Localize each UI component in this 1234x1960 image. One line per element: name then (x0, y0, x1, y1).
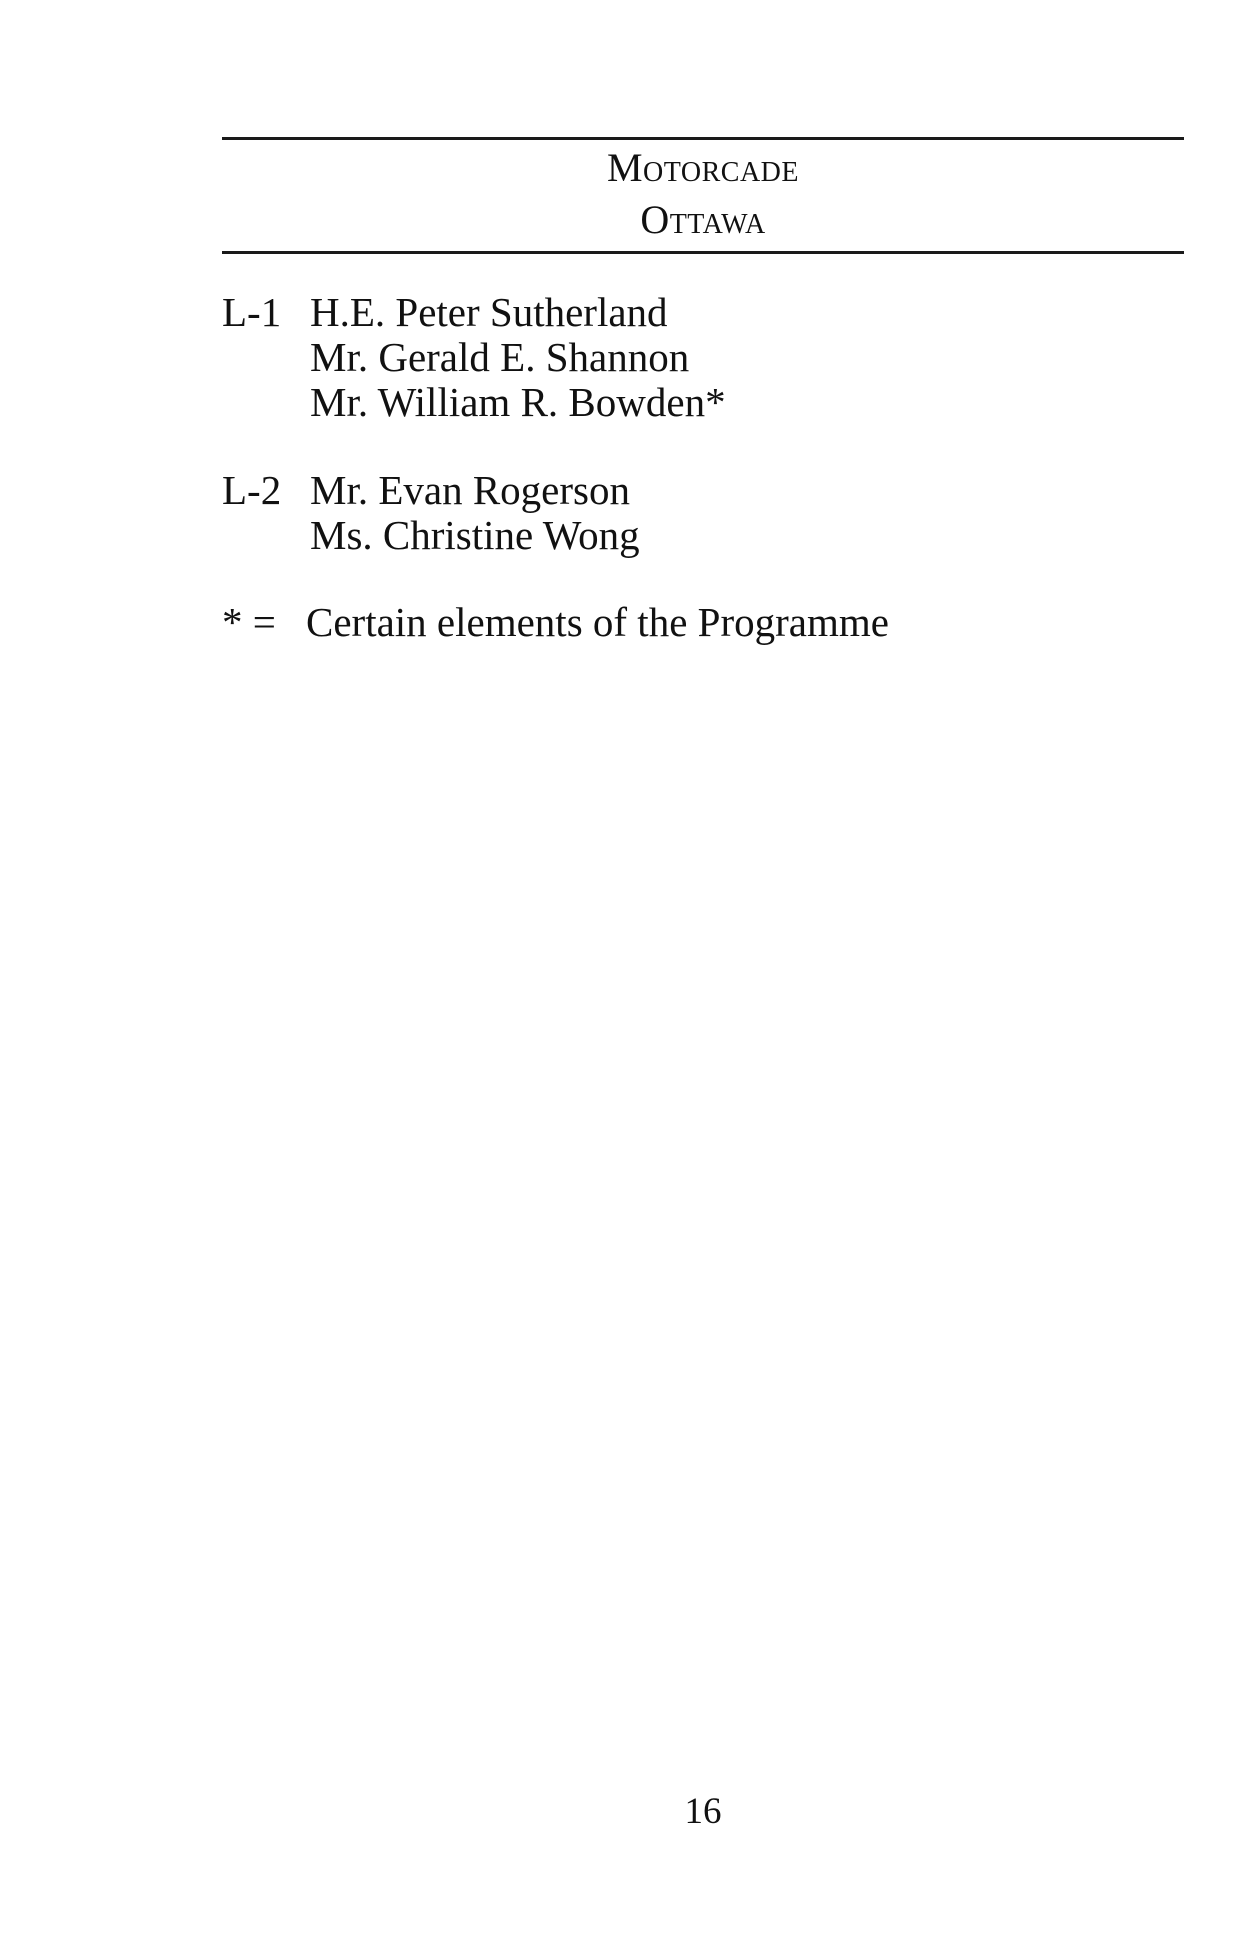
passenger-name: Ms. Christine Wong (310, 512, 640, 558)
bottom-rule (222, 251, 1184, 254)
passenger-list (310, 468, 640, 558)
car-code: L-1 (222, 289, 282, 335)
heading-motorcade: Motorcade (606, 145, 799, 190)
passenger-list (310, 290, 726, 425)
heading-location: Ottawa (640, 197, 766, 242)
passenger-name: Mr. William R. Bowden* (310, 379, 726, 425)
footnote-text: Certain elements of the Programme (306, 599, 889, 645)
passenger-name: Mr. Evan Rogerson (310, 467, 630, 513)
passenger-name: H.E. Peter Sutherland (310, 289, 668, 335)
top-rule (222, 137, 1184, 140)
passenger-name: Mr. Gerald E. Shannon (310, 334, 690, 380)
footnote (222, 600, 889, 645)
page-number: 16 (684, 1791, 722, 1832)
footnote-symbol: * = (222, 599, 276, 645)
car-code: L-2 (222, 467, 282, 513)
